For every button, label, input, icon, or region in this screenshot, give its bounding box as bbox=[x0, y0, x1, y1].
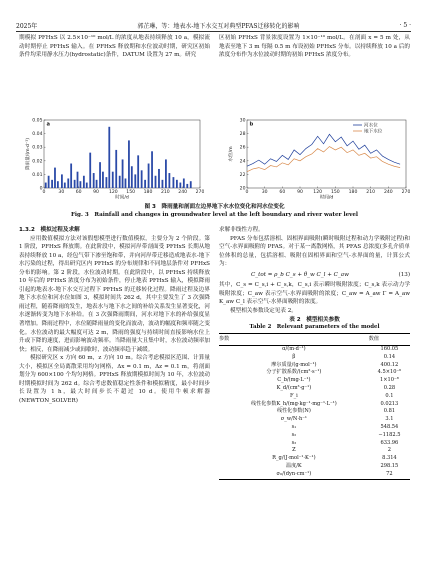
table-cell-param: 线性化参数K_h/(mg·kg⁻¹·mg⁻¹·L⁻¹) bbox=[251, 400, 337, 407]
table-cell-value: 1×10⁻⁸ bbox=[380, 377, 399, 384]
left-column bbox=[19, 226, 210, 405]
x-tick-label: 180 bbox=[348, 190, 358, 195]
rainfall-bar bbox=[128, 140, 130, 188]
rainfall-bar bbox=[176, 180, 178, 188]
rainfall-bar bbox=[57, 181, 59, 188]
table-row bbox=[219, 463, 410, 471]
table-caption-en: Table 2 Relevant parameters of the model bbox=[249, 324, 380, 331]
rainfall-bar bbox=[115, 150, 117, 188]
table-row bbox=[219, 385, 410, 393]
table-cell-value: 2 bbox=[387, 447, 392, 454]
right_col_after-paragraph: 模型相关参数设定见表 2。 bbox=[230, 307, 297, 314]
rainfall-bar bbox=[179, 183, 181, 188]
rainfall-bar bbox=[99, 162, 101, 188]
rainfall-bar bbox=[151, 151, 153, 188]
table-cell-param: F_i bbox=[290, 392, 298, 399]
table-header-row bbox=[219, 334, 410, 346]
rainfall-bar bbox=[54, 168, 56, 188]
table-row bbox=[219, 393, 410, 401]
table-cell-value: 160.05 bbox=[380, 346, 399, 353]
header-page-number: · 5 · bbox=[399, 21, 411, 29]
left_col-paragraph: 应用数值模拟方法对该假想模型进行数值模拟，主要分为 2 个阶段。第 1 阶段，PFHxS 释放期。在此阶段中，模拟河岸带剖面受 PFHxS 长期从地表持续释放 10 a，经包气带下渗至饱和带，并向河岸带迁移造成地表水-地下水污染的过程，得出研究区内 PFHxS 的分布规律和不同地层条件对 PFHxS 分布的影响。第 2 阶段，水位波动时期。在此阶段中，以 PFHxS 持续释放 10 年后的 PFHxS 浓度分布为初始条件，停止地表 PFHxS 输入，模拟降雨引起的地表水-地下水交互过程下 PFHxS 的迁移转化过程。降雨过程及边界地下水水位和河水位如图 3，模拟时间共 262 d，其中主要发生了 3 次强降雨过程，随着降雨的发生，地表水与地下水之间的补给关系发生显著变化，河水逐渐转变为地下水补给。在 3 次强降雨期间，河水对地下水的补给强度显著增加。降雨过程中，水位随降雨量的变化而波动，波动的幅度和频率随之变化。水位波动的最大幅度可达 2 m，降雨的强度与持续时间直接影响水位上升或下降的速度，进而影响波动频率。当降雨量大且集中时，水位波动频率加快；相反，在降雨减少或间歇时，波动频率趋于减缓。 bbox=[19, 235, 210, 353]
header-rule bbox=[16, 31, 411, 32]
rainfall-bar bbox=[74, 180, 76, 188]
x-tick-label: 0 bbox=[42, 190, 46, 195]
table-cell-value: 4.5×10⁻⁶ bbox=[377, 369, 402, 376]
x-axis-label: 时间/d bbox=[115, 195, 129, 201]
table-cell-param: σ_w/N·h⁻¹ bbox=[280, 416, 307, 423]
x-tick-label: 90 bbox=[93, 190, 99, 195]
table-row bbox=[219, 408, 410, 416]
equation-text: C_tot = ρ_b C_s + θ_w C_l + C_aw bbox=[251, 271, 349, 278]
y-tick-label: 20 bbox=[239, 186, 246, 192]
table-cell-value: 0.1 bbox=[385, 392, 394, 399]
table-cell-param: C_b/(mg·L⁻¹) bbox=[277, 377, 311, 384]
rainfall-bar bbox=[148, 164, 150, 188]
table-row bbox=[219, 432, 410, 440]
rainfall-bar bbox=[86, 183, 88, 188]
y-tick-label: 24 bbox=[239, 159, 246, 165]
rainfall-bar bbox=[190, 181, 192, 188]
table-cell-value: 72 bbox=[369, 471, 410, 479]
x-tick-label: 90 bbox=[297, 190, 303, 195]
table-row bbox=[219, 440, 410, 448]
rainfall-bar bbox=[183, 178, 185, 188]
table-row bbox=[219, 471, 410, 479]
rainfall-bar bbox=[119, 176, 121, 188]
table-cell-value: 8.314 bbox=[382, 455, 397, 462]
rainfall-bar bbox=[93, 173, 95, 188]
table-caption-cn: 表 2 模型相关参数 bbox=[289, 317, 340, 324]
table-cell-param: β bbox=[292, 353, 296, 360]
header-title: 郭芷琳，等：地表水-地下水交互对典型PFAS迁移转化的影响 bbox=[137, 22, 300, 30]
rainfall-chart bbox=[19, 116, 204, 202]
figure-caption-cn: 图 3 降雨量和剖面左边界地下水水位变化和河水位变化 bbox=[144, 204, 285, 210]
rainfall-bar bbox=[162, 180, 164, 188]
right_col_after-paragraph: 其中，C_s = C_s,i + C_s,k，C_s,i 表示瞬时吸附浓度；C_s,k 表示动力学吸附浓度；C_aw 表示空气-水界面吸附的浓度；C_aw = A_aw Γ = A_aw K_aw C_l 表示空气-水界面吸附的浓度。 bbox=[219, 282, 410, 306]
column-header-value: 数值 bbox=[369, 334, 410, 346]
running-header bbox=[16, 20, 411, 30]
rainfall-bar bbox=[112, 172, 114, 188]
table-cell-value: 400.12 bbox=[380, 361, 399, 368]
column-header-param: 参数 bbox=[219, 334, 369, 346]
rainfall-bar bbox=[70, 164, 72, 188]
x-axis-label: 时间/d bbox=[319, 195, 334, 201]
figure-3 bbox=[19, 116, 410, 216]
table-cell-value: 0.28 bbox=[383, 385, 396, 391]
y-tick-label: 28 bbox=[239, 132, 246, 138]
table-cell-value: −1182.5 bbox=[378, 431, 401, 438]
top-left-paragraph: 期模拟 PFHxS 以 2.5×10⁻¹⁰ mol/L 的浓度从地表持续释放 10 a，模拟流动时期停止 PFHxS 输入。在 PFHxS 释放期和水位波动时期，研究区初始条件均采用静水压力(hydrostatic)条件，DATUM 设置为 27 m。研究 bbox=[19, 35, 210, 59]
x-tick-label: 210 bbox=[366, 190, 376, 195]
x-tick-label: 270 bbox=[195, 190, 204, 195]
table-cell-param: α/(m·d⁻¹) bbox=[282, 346, 306, 353]
rainfall-bar bbox=[108, 127, 110, 188]
rainfall-bar bbox=[83, 176, 85, 188]
rainfall-bar bbox=[134, 174, 136, 188]
x-tick-label: 120 bbox=[108, 190, 118, 195]
x-tick-label: 60 bbox=[75, 190, 82, 195]
rainfall-bar bbox=[125, 178, 127, 188]
table-row bbox=[219, 447, 410, 455]
rainfall-bar bbox=[51, 180, 53, 188]
table-cell-param: σ₀/(dyn·cm⁻¹) bbox=[219, 471, 369, 479]
table-cell-param: 温度/K bbox=[286, 462, 302, 469]
rainfall-bar bbox=[186, 184, 188, 188]
rainfall-bar bbox=[77, 172, 79, 188]
table-cell-value: 633.96 bbox=[380, 439, 399, 446]
table-cell-value: 0.81 bbox=[383, 408, 396, 415]
rainfall-bar bbox=[61, 174, 63, 188]
right-column bbox=[219, 226, 410, 480]
top-right-paragraph: 区初始 PFHxS 背景浓度设置为 1×10⁻¹⁰ mol/L。在剖面 x = 5 m 处，从地表至地下 3 m 每隔 0.5 m 布设初始 PFHxS 分布。以持续释放 10 a 后的浓度分布作为水位波动时期的初始 PFHxS 浓度分布。 bbox=[219, 35, 410, 59]
y-tick-label: 0.04 bbox=[32, 132, 43, 138]
rainfall-bar bbox=[80, 181, 82, 188]
rainfall-bar bbox=[168, 173, 170, 188]
x-tick-label: 180 bbox=[143, 190, 153, 195]
table-cell-param: 摩尔质量/(g·mol⁻¹) bbox=[271, 361, 317, 368]
rainfall-bar bbox=[64, 183, 66, 188]
legend-river-label: 河水位 bbox=[364, 123, 378, 129]
table-cell-value: 548.54 bbox=[380, 423, 399, 430]
table-cell-param: s₂ bbox=[291, 431, 297, 438]
table-row bbox=[219, 377, 410, 385]
x-tick-label: 120 bbox=[313, 190, 323, 195]
x-tick-label: 240 bbox=[178, 190, 188, 195]
table-row bbox=[219, 455, 410, 463]
table-row bbox=[219, 369, 410, 377]
y-tick-label: 22 bbox=[239, 172, 246, 178]
table-cell-param: 线性化参数(N) bbox=[276, 408, 311, 415]
x-tick-label: 0 bbox=[245, 190, 249, 195]
table-cell-param: Z bbox=[292, 447, 296, 454]
y-axis-label: 水位/m bbox=[229, 146, 234, 162]
x-tick-label: 210 bbox=[160, 190, 170, 195]
table-cell-value: 3.1 bbox=[385, 416, 394, 423]
table-cell-param: s₁ bbox=[291, 423, 297, 430]
rainfall-bar bbox=[106, 177, 108, 188]
table-row bbox=[219, 354, 410, 362]
y-tick-label: 26 bbox=[239, 145, 246, 151]
table-cell-value: 0.14 bbox=[383, 353, 396, 360]
water-level-chart bbox=[225, 116, 410, 202]
x-tick-label: 30 bbox=[58, 190, 65, 195]
table-cell-value: 0.0213 bbox=[380, 400, 399, 407]
panel-label: a bbox=[46, 121, 51, 128]
rainfall-bar bbox=[96, 180, 98, 188]
parameters-table bbox=[219, 333, 410, 479]
table-row bbox=[219, 346, 410, 354]
x-tick-label: 150 bbox=[330, 190, 340, 195]
table-cell-param: s₃ bbox=[291, 439, 297, 446]
rainfall-bar bbox=[48, 176, 50, 188]
x-tick-label: 150 bbox=[126, 190, 136, 195]
rainfall-bar bbox=[102, 172, 104, 188]
rainfall-bar bbox=[122, 159, 124, 188]
y-tick-label: 30 bbox=[239, 118, 246, 124]
rainfall-bar bbox=[89, 153, 91, 188]
rainfall-bar bbox=[141, 170, 143, 188]
right_col-paragraph: PFAS 分布包括溶相、固相界面吸附(瞬时吸附过程和动力学吸附过程)和空气-水界面吸附的 PFAS。对于某一离散网格，其 PFAS 总浓度(多孔介质单位体积的总量，包括溶相、吸附在固相界面和空气-水界面的量，计算公式为： bbox=[219, 235, 410, 268]
y-tick-label: 0.01 bbox=[32, 172, 43, 178]
equation-13 bbox=[219, 269, 410, 282]
y-tick-label: 0 bbox=[39, 186, 43, 192]
table-row bbox=[219, 401, 410, 409]
rainfall-bar bbox=[137, 155, 139, 188]
rainfall-bar bbox=[131, 166, 133, 188]
rainfall-bar bbox=[158, 169, 160, 188]
right_col-paragraph: 求解非线性方程。 bbox=[219, 227, 264, 233]
x-tick-label: 30 bbox=[261, 190, 268, 195]
x-tick-label: 60 bbox=[279, 190, 286, 195]
equation-number: (13) bbox=[398, 271, 410, 278]
rainfall-bar bbox=[144, 180, 146, 188]
figure-caption-en: Fig. 3 Rainfall and changes in groundwater level at the left boundary and river water level bbox=[70, 212, 359, 218]
table-cell-value: 298.15 bbox=[380, 462, 399, 469]
table-row bbox=[219, 424, 410, 432]
rainfall-bar bbox=[45, 183, 47, 188]
legend-ground-label: 地下水位 bbox=[364, 129, 383, 135]
top-right-column bbox=[219, 34, 410, 60]
y-tick-label: 0.03 bbox=[32, 145, 43, 151]
y-tick-label: 0.05 bbox=[32, 118, 43, 124]
rainfall-bar bbox=[67, 178, 69, 188]
rainfall-bar bbox=[165, 159, 167, 188]
panel-label: b bbox=[249, 121, 254, 128]
river-level-line bbox=[247, 134, 400, 166]
y-axis-label: 降雨量/(m·d⁻¹) bbox=[26, 137, 31, 171]
rainfall-bar bbox=[173, 177, 175, 188]
x-tick-label: 270 bbox=[401, 190, 410, 195]
table-row bbox=[219, 416, 410, 424]
table-cell-param: K_d/(cm³·g⁻¹) bbox=[276, 385, 312, 391]
rainfall-bar bbox=[155, 176, 157, 188]
y-tick-label: 0.02 bbox=[32, 159, 43, 165]
left_col-paragraph: 模拟研究区 x 方向 60 m，z 方向 10 m。综合考虑模拟区范围、计算量大小，模拟区全局离散采用均匀网格，Δx = 0.1 m，Δz = 0.1 m，将剖面划分为 600×100 个均匀网格。PFHxS 释放期模拟时间为 10 年，水位波动时期模拟时间为 262 d。综合考虑数值稳定性条件和模拟精度，最小时间步长设置为 1 h，最大时间步长不超过 10 d。使用牛顿求解器(NEWTON_SOLVER) bbox=[19, 355, 210, 404]
header-year: 2025年 bbox=[16, 22, 38, 30]
table-cell-param: R_g/(J·mol⁻¹·K⁻¹) bbox=[272, 455, 316, 462]
table-cell-param: 分子扩散系数/(cm²·s⁻¹) bbox=[266, 369, 322, 376]
x-tick-label: 240 bbox=[383, 190, 393, 195]
section-heading: 1.3.2 模拟过程及求解 bbox=[19, 227, 80, 233]
top-left-column bbox=[19, 34, 210, 60]
